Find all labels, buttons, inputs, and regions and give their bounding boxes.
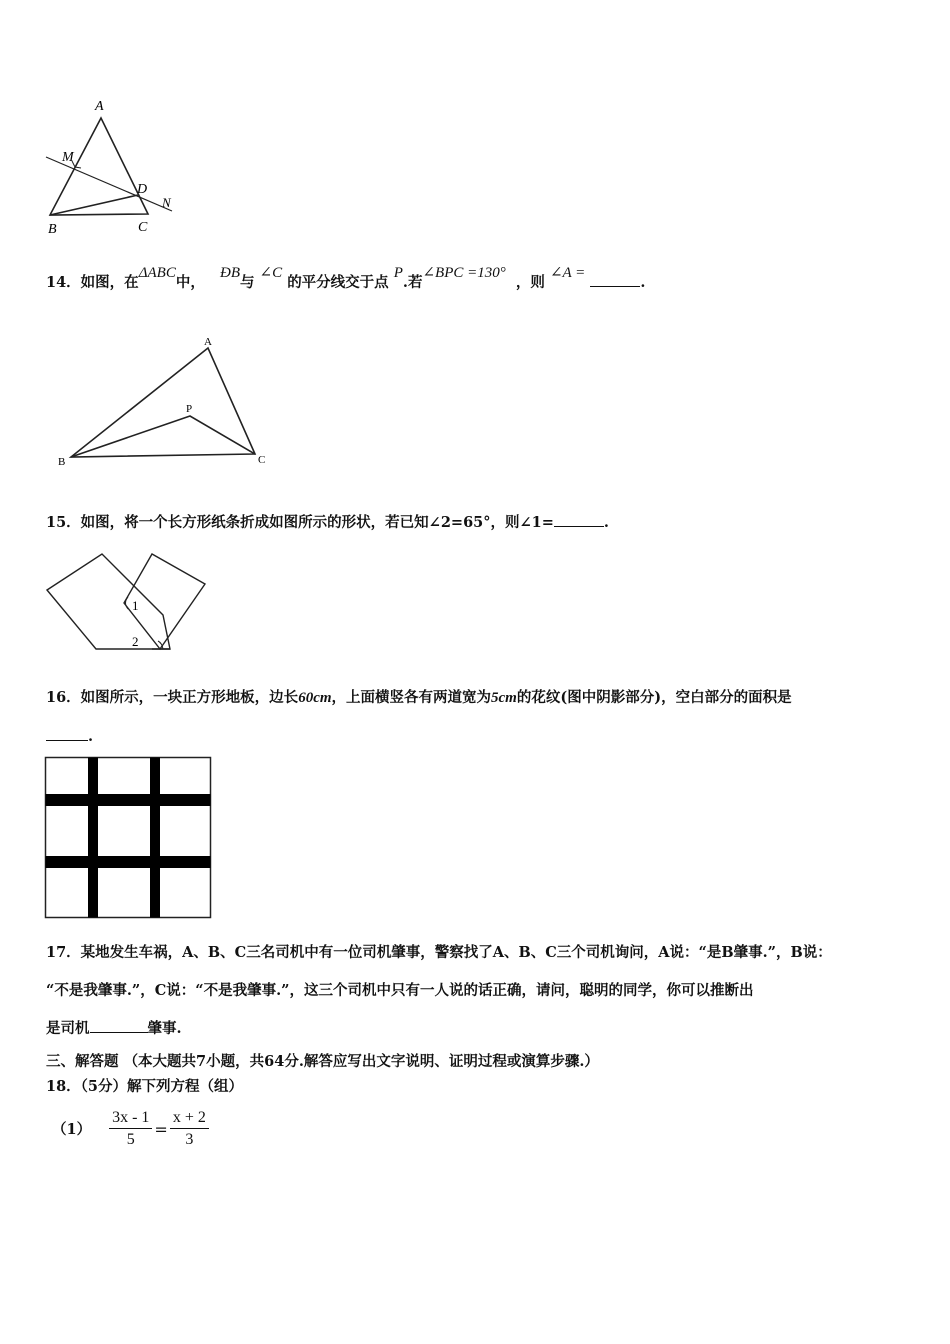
eq1-label: （1） <box>52 1120 92 1138</box>
figure-q13 <box>40 95 190 240</box>
question-16-answer-line <box>46 726 93 747</box>
triangle-abc <box>50 118 148 215</box>
q14-mid: 中， <box>175 274 205 291</box>
q16-end: . <box>88 728 94 745</box>
bisectors-bp-cp <box>71 416 255 457</box>
section-3-heading <box>46 1052 599 1072</box>
q15-end: . <box>603 514 609 531</box>
answer-blank-16[interactable] <box>46 726 88 741</box>
question-17-line-1 <box>46 943 832 963</box>
q14-angle-b: ÐB <box>219 265 240 281</box>
eq1-right-denominator: 3 <box>185 1131 194 1148</box>
horizontal-band-2 <box>46 856 211 868</box>
label-c: C <box>138 220 148 235</box>
label-b-14: B <box>58 456 66 468</box>
segment-bd <box>50 195 138 215</box>
figure-q16 <box>44 756 214 921</box>
label-b: B <box>48 222 57 237</box>
q16-part3: 的花纹(图中阴影部分)，空白部分的面积是 <box>516 689 792 706</box>
q14-end: . <box>640 274 646 291</box>
eq1-left-denominator: 5 <box>126 1131 135 1148</box>
label-a-14: A <box>204 336 212 348</box>
question-16 <box>46 688 792 708</box>
label-p-14: P <box>186 403 193 415</box>
q15-text: 15．如图，将一个长方形纸条折成如图所示的形状，若已知∠2=65°，则∠1= <box>46 514 554 531</box>
q14-angle-c: ∠C <box>259 265 283 281</box>
horizontal-band-1 <box>46 794 211 806</box>
q14-if: .若 <box>402 274 423 291</box>
q14-point: P <box>393 265 403 281</box>
q14-number: 14．如图，在 <box>46 274 139 291</box>
label-c-14: C <box>258 454 266 466</box>
section-3-title: 三、解答题 <box>46 1053 119 1070</box>
q14-triangle: ΔABC <box>138 265 176 281</box>
label-a: A <box>95 99 104 114</box>
label-angle-1: 1 <box>132 598 139 613</box>
question-18 <box>46 1077 243 1097</box>
eq1-left-numerator: 3x - 1 <box>109 1108 152 1129</box>
question-17-line-2 <box>46 981 754 1001</box>
q17-line1: 17．某地发生车祸，A、B、C三名司机中有一位司机肇事，警察找了A、B、C三个司机询问，A说：“是B肇事.”，B说： <box>46 944 832 961</box>
q17-line3b: 肇事. <box>147 1020 182 1037</box>
section-3-note: （本大题共7小题，共64分.解答应写出文字说明、证明过程或演算步骤.） <box>123 1053 599 1070</box>
q14-then: ，则 <box>515 274 545 291</box>
question-17-line-3 <box>46 1018 182 1039</box>
equation-1 <box>52 1108 209 1151</box>
label-angle-2: 2 <box>132 634 139 649</box>
figure-q14 <box>55 333 280 473</box>
q14-given: ∠BPC =130° <box>422 265 506 281</box>
question-14 <box>46 265 646 293</box>
floor-square <box>46 758 211 918</box>
q17-line2: “不是我肇事.”，C说：“不是我肇事.”，这三个司机中只有一人说的话正确，请问，聪明的同学，你可以推断出 <box>46 982 754 999</box>
q16-width: 5cm <box>491 690 517 706</box>
q18-text: 18．（5分）解下列方程（组） <box>46 1078 244 1095</box>
vertical-band-1 <box>88 758 98 918</box>
figure-q15 <box>40 545 215 655</box>
vertical-band-2 <box>150 758 160 918</box>
eq1-equals: = <box>154 1119 168 1139</box>
eq1-right-numerator: x + 2 <box>170 1108 209 1129</box>
label-d: D <box>137 182 148 197</box>
q16-part2: ，上面横竖各有两道宽为 <box>331 689 492 706</box>
answer-blank-15[interactable] <box>554 512 604 527</box>
triangle-abc-14 <box>71 348 255 457</box>
label-n: N <box>162 195 171 210</box>
q16-part1: 16．如图所示，一块正方形地板，边长 <box>46 689 299 706</box>
label-m: M <box>62 150 74 165</box>
q16-side: 60cm <box>298 690 332 706</box>
answer-blank-14[interactable] <box>590 272 640 287</box>
q14-bisector-text: 的平分线交于点 <box>287 274 389 291</box>
answer-blank-17[interactable] <box>90 1018 148 1033</box>
left-strip <box>47 554 170 649</box>
question-15 <box>46 512 609 533</box>
eq1-left-fraction <box>109 1108 152 1151</box>
q14-and: 与 <box>239 274 255 291</box>
q17-line3a: 是司机 <box>46 1020 90 1037</box>
eq1-right-fraction <box>170 1108 209 1151</box>
line-mn <box>46 157 172 211</box>
q14-ask: ∠A = <box>549 265 586 281</box>
